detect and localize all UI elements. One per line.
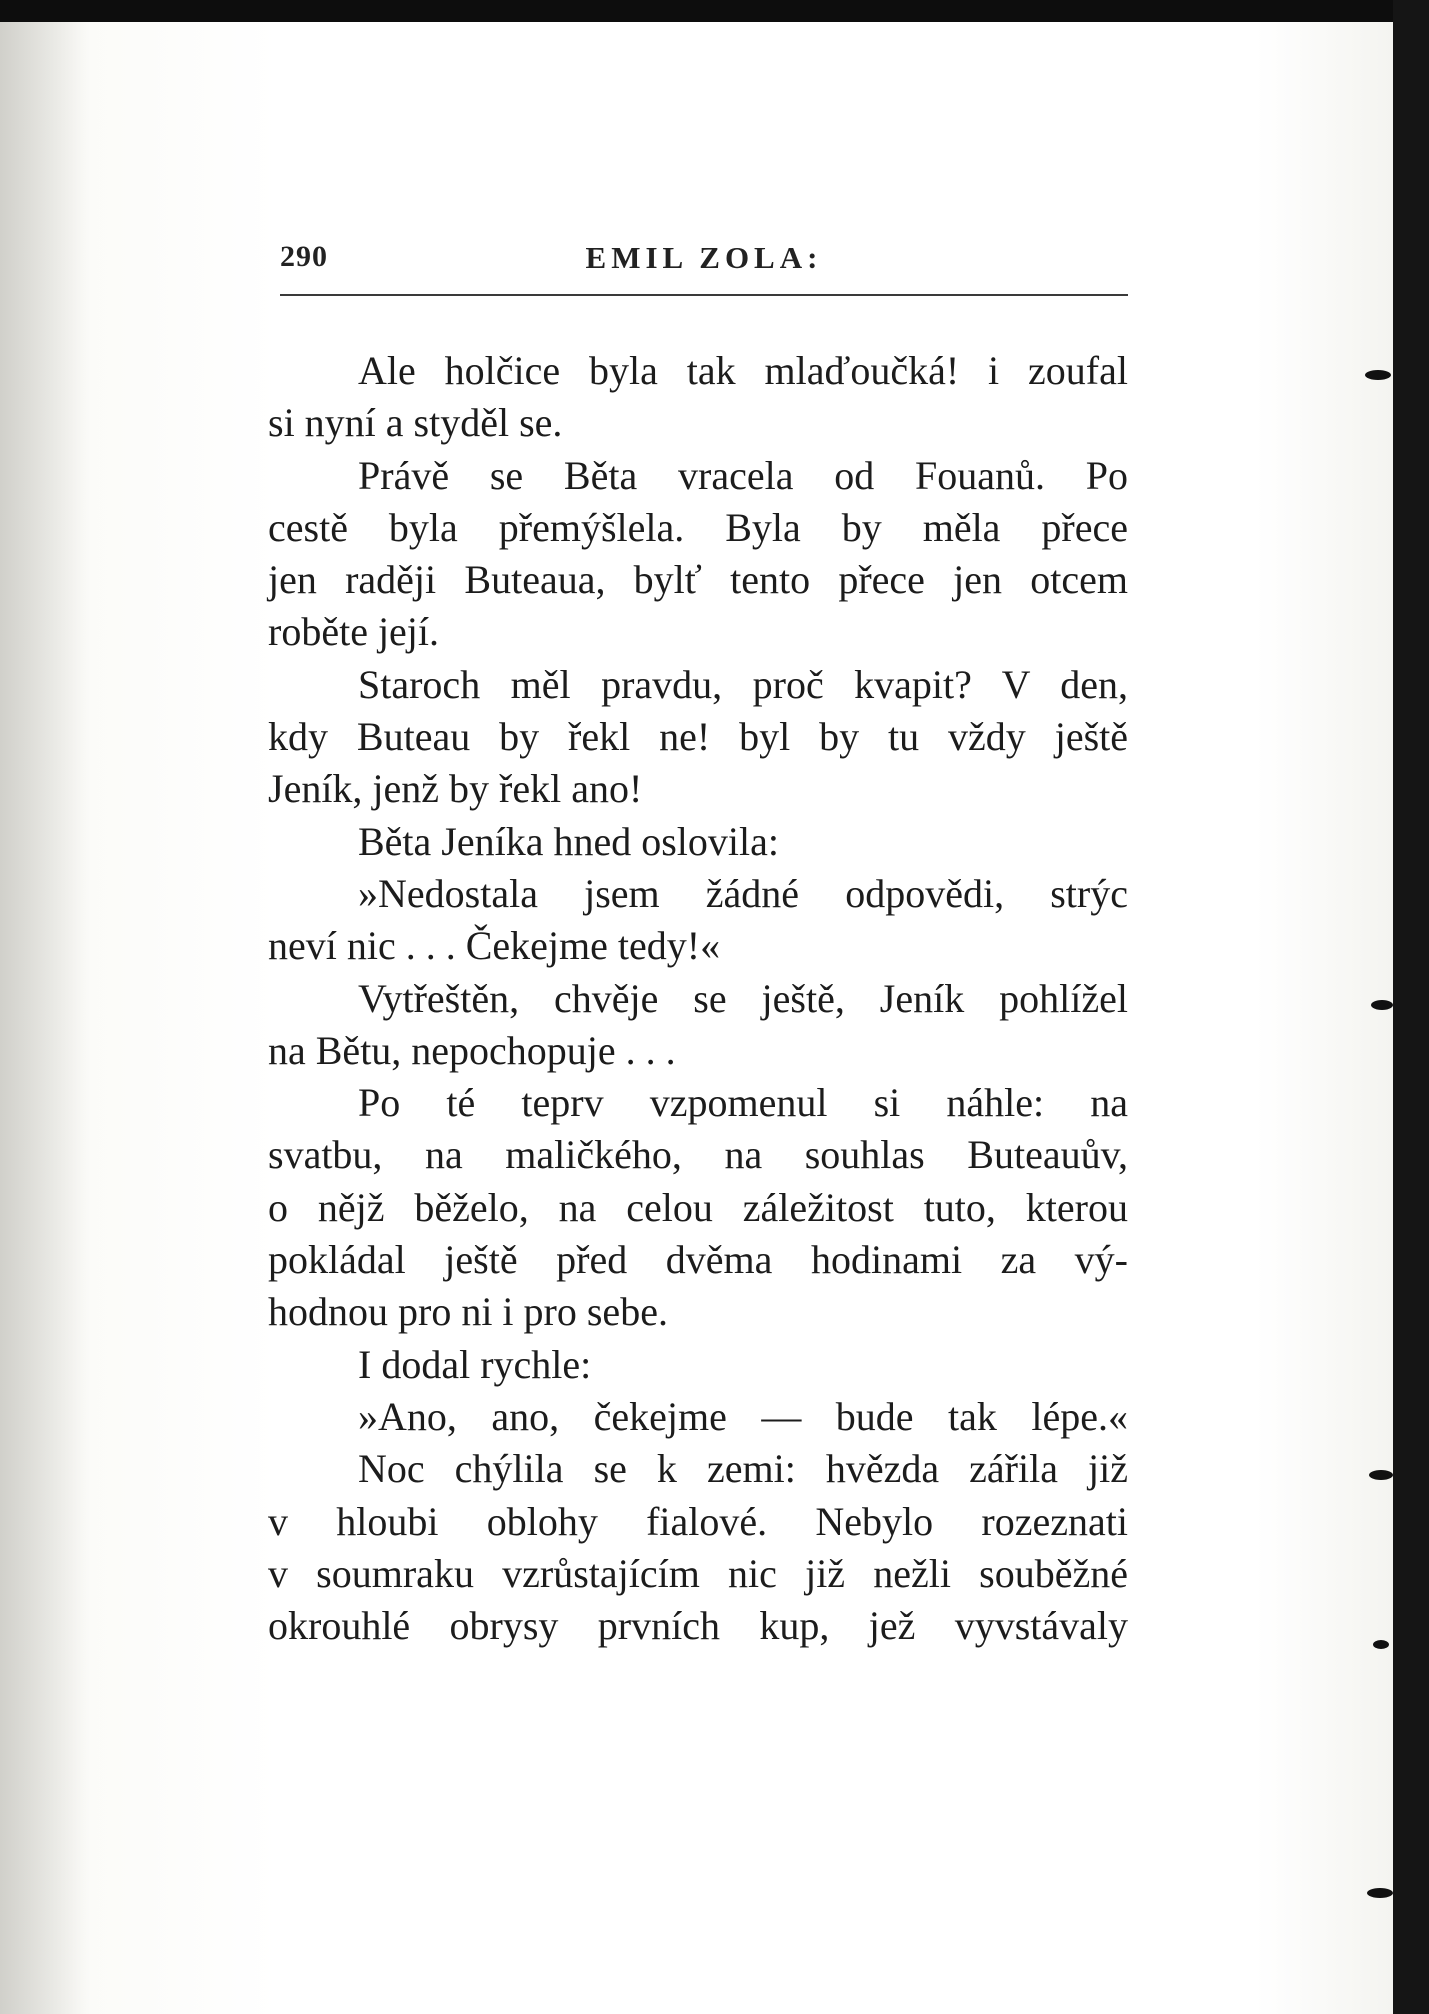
text-line: hodnou pro ni i pro sebe. — [268, 1289, 668, 1335]
text-line: pokládal ještě před dvěma hodinami za vý- — [268, 1237, 1128, 1283]
text-line: okrouhlé obrysy prvních kup, jež vyvstávaly — [268, 1603, 1128, 1649]
text-line: Právě se Běta vracela od Fouanů. Po — [358, 452, 1128, 498]
speck — [1371, 1000, 1393, 1010]
text-line: na Bětu, nepochopuje . . . — [268, 1027, 676, 1073]
text-line: o nějž běželo, na celou záležitost tuto, kterou — [268, 1184, 1128, 1230]
text-line: Vytřeštěn, chvěje se ještě, Jeník pohlížel — [358, 975, 1128, 1021]
text-line: neví nic . . . Čekejme tedy!« — [268, 923, 721, 969]
text-line: jen raději Buteaua, bylť tento přece jen otcem — [268, 557, 1128, 603]
speck — [1373, 1640, 1389, 1649]
page-number: 290 — [280, 240, 328, 273]
text-line: »Ano, ano, čekejme — bude tak lépe.« — [358, 1393, 1128, 1439]
text-line: kdy Buteau by řekl ne! byl by tu vždy ještě — [268, 714, 1128, 760]
speck — [1365, 370, 1391, 380]
speck — [1367, 1888, 1393, 1898]
text-line: Běta Jeníka hned oslovila: — [358, 818, 780, 864]
margin-specks — [1395, 0, 1429, 2014]
text-line: cestě byla přemýšlela. Byla by měla přece — [268, 504, 1128, 550]
body-text — [268, 345, 1128, 1652]
text-line: si nyní a styděl se. — [268, 400, 563, 446]
speck — [1369, 1470, 1393, 1480]
text-line: v soumraku vzrůstajícím nic již nežli souběžné — [268, 1550, 1128, 1596]
text-line: v hloubi oblohy fialové. Nebylo rozeznati — [268, 1498, 1128, 1544]
text-line: Jeník, jenž by řekl ano! — [268, 766, 643, 812]
text-line: I dodal rychle: — [358, 1341, 592, 1387]
text-line: svatbu, na maličkého, na souhlas Buteauův, — [268, 1132, 1128, 1178]
page-header — [280, 232, 1128, 296]
text-line: roběte její. — [268, 609, 440, 655]
text-line: »Nedostala jsem žádné odpovědi, strýc — [358, 870, 1128, 916]
header-rule — [280, 294, 1128, 296]
scan-top-edge — [0, 0, 1429, 22]
text-line: Ale holčice byla tak mlaďoučká! i zoufal — [358, 348, 1128, 393]
running-head: EMIL ZOLA: — [585, 240, 823, 275]
binding-shadow — [0, 0, 90, 2014]
text-line: Staroch měl pravdu, proč kvapit? V den, — [358, 661, 1128, 707]
text-line: Noc chýlila se k zemi: hvězda zářila již — [358, 1446, 1128, 1492]
text-line: Po té teprv vzpomenul si náhle: na — [358, 1080, 1128, 1126]
